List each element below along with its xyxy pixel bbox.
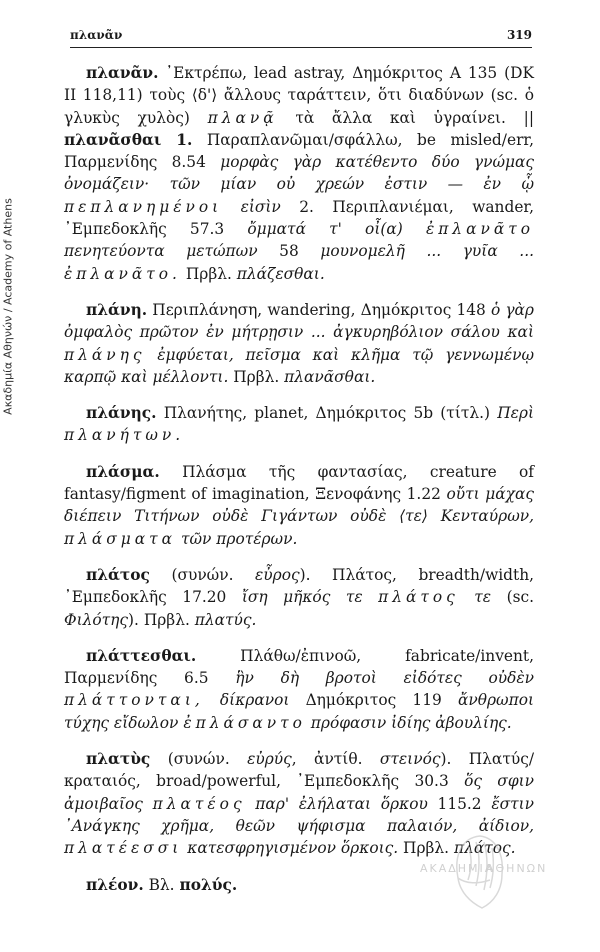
entry-text: ᾿Εκτρέπω, lead astray, Δημόκριτος A 135 (DK II 118,11) τοὺς ⟨δ'⟩ ἄλλους ταράττειν, ὅτι διαδύνων (sc. ὁ γλυκὺς χυλὸς) — [64, 64, 534, 127]
entry-headword: πλάττεσθαι. — [86, 646, 197, 665]
entry-headword: πλέον. — [86, 875, 144, 894]
entry-plasma — [64, 461, 534, 550]
page-header — [70, 28, 532, 48]
quotation: Περὶ — [497, 404, 534, 423]
entry-headword: πλάνης. — [86, 404, 157, 423]
spaced-citation: πλανᾷ — [207, 108, 278, 127]
entry-text: , ἀντίθ. — [291, 750, 380, 769]
synonym: εὖρος — [255, 565, 300, 584]
header-rule — [70, 47, 532, 48]
spaced-citation: πλάτος — [378, 588, 459, 607]
spaced-citation: πλατέεσσι — [64, 839, 183, 858]
entry-text: 58 — [257, 242, 321, 261]
entry-text: Βλ. — [143, 875, 180, 894]
academy-watermark — [420, 828, 548, 920]
entry-text: Πρβλ. — [398, 839, 454, 858]
spaced-citation: πλάσματα — [64, 529, 177, 548]
entry-text: Πλάσμα τῆς φαντασίας, creature of fantasy/figment of imagination, Ξενοφάνης 1.22 — [64, 462, 534, 504]
entry-text: Πλάθω/ἐπινοῶ, fabricate/invent, Παρμενίδης 6.5 — [64, 646, 534, 688]
quotation: κατεσφρηγισμένον ὅρκοις. — [182, 839, 399, 858]
side-label: Ακαδημία Αθηνών / Academy of Athens — [1, 198, 15, 415]
quotation: δίκρανοι — [203, 691, 290, 710]
entry-text: Περιπλάνηση, wandering, Δημόκριτος 148 — [147, 300, 491, 319]
entry-subheadword: πλανᾶσθαι 1. — [64, 130, 193, 149]
watermark-text-left: ΑΚΑΔΗΜΙΑ — [420, 862, 495, 875]
entry-text: ). Πλατύς/κραταιός, broad/powerful, ᾿Εμπεδοκλῆς 30.3 — [64, 750, 534, 791]
quotation: ἔστιν ᾿Ανάγκης χρῆμα, θεῶν ψήφισμα παλαιόν, ἀίδιον, — [64, 794, 534, 835]
quotation: ἴση μῆκός τε — [241, 588, 363, 607]
entry-headword: πλάτος — [86, 565, 150, 584]
cross-reference: πλατύς. — [194, 610, 257, 629]
spaced-citation: ἐπλανᾶτο. — [64, 264, 181, 283]
dictionary-column — [64, 62, 534, 896]
spaced-citation: πλατέος — [152, 794, 246, 813]
entry-text: 2. Περιπλανιέμαι, wander, ᾿Εμπεδοκλῆς 57.3 — [64, 197, 534, 239]
entry-plattesthai — [64, 645, 534, 734]
quotation: ἄνθρωποι τύχης εἴδωλον — [64, 691, 534, 732]
entry-text: 115.2 — [427, 794, 492, 813]
cross-reference: πλάτος. — [453, 839, 516, 858]
entry-headword: πλάσμα. — [86, 462, 160, 481]
header-word: πλανᾶν — [70, 28, 123, 42]
quotation: οὔτι μάχας διέπειν Τιτήνων οὐδὲ Γιγάντων οὐδὲ ⟨τε⟩ Κενταύρων, — [64, 485, 534, 526]
spaced-citation: πεπλανημένοι — [64, 197, 223, 216]
synonym: εὐρύς — [247, 750, 292, 769]
entry-text: (συνών. — [149, 565, 256, 584]
quotation: ἐμφύεται, πεῖσμα καὶ κλῆμα τῷ γεννωμένῳ καρπῷ καὶ μέλλοντι. — [64, 345, 534, 386]
entry-headword: πλάνη. — [86, 300, 148, 319]
cross-reference: πλάζεσθαι. — [236, 264, 325, 283]
cross-reference: πλανᾶσθαι. — [284, 367, 376, 386]
entry-headword: πλατὺς — [86, 750, 151, 769]
entry-text: Πρβλ. — [180, 264, 237, 283]
entry-text: (συνών. — [150, 750, 248, 769]
quotation: πενητεύοντα μετώπων — [64, 242, 258, 261]
entry-platos — [64, 564, 534, 631]
spaced-citation: ἐπλανᾶτο — [425, 220, 534, 239]
page-number: 319 — [506, 28, 532, 42]
entry-text: ). Πλάτος, breadth/width, ᾿Εμπεδοκλῆς 17.20 — [64, 565, 535, 607]
quotation: τε — [458, 588, 492, 607]
entry-text: ). Πρβλ. — [128, 610, 195, 629]
entry-headword: πλανᾶν. — [86, 64, 159, 82]
entry-planes — [64, 402, 534, 447]
spaced-citation: πλάττονται, — [64, 691, 204, 710]
entry-text: Πρβλ. — [228, 367, 285, 386]
antonym: στεινός — [379, 750, 441, 769]
quotation: ὁ γὰρ ὀμφαλὸς πρῶτον ἐν μήτρῃσιν ... ἀγκυρηβόλιον σάλου καὶ — [64, 300, 534, 342]
entry-text: τὰ ἄλλα καὶ ὑγραίνει. || — [277, 108, 535, 127]
entry-text: Πλανήτης, planet, Δημόκριτος 5b (τίτλ.) — [156, 404, 498, 423]
entry-text: (sc. — [491, 588, 534, 607]
spaced-citation: πλανήτων. — [64, 426, 185, 445]
quotation: ἣν δὴ βροτοὶ εἰδότες οὐδὲν — [235, 669, 534, 688]
spaced-citation: ἐπλάσαντο — [183, 713, 306, 732]
quotation: εἰσὶν — [222, 197, 281, 216]
quotation: τῶν προτέρων. — [176, 529, 298, 548]
watermark-text-right: ΑΘΗΝΩΝ — [486, 862, 548, 875]
quotation: μορφὰς γὰρ κατέθεντο δύο γνώμας ὀνομάζειν· τῶν μίαν οὐ χρεών ἐστιν — ἐν ᾧ — [64, 153, 535, 194]
entry-planan — [64, 62, 534, 285]
cross-reference: πολύς. — [179, 875, 238, 894]
entry-plane — [64, 299, 534, 388]
quotation: ὅς σφιν ἀμοιβαῖος — [64, 772, 534, 813]
quotation: Φιλότης — [64, 610, 129, 629]
spaced-citation: πλάνης — [64, 345, 146, 364]
quotation: μουνομελῆ ... γυῖα ... — [320, 242, 534, 261]
quotation: ὄμματά τ' οἶ(α) — [247, 220, 403, 239]
quotation: πρόφασιν ἰδίης ἀβουλίης. — [305, 713, 512, 732]
quotation: παρ' ἐλήλαται ὅρκου — [245, 794, 428, 813]
entry-text: Δημόκριτος 119 — [289, 691, 458, 710]
entry-text: Παραπλανῶμαι/σφάλλω, be misled/err, Παρμενίδης 8.54 — [64, 130, 534, 172]
